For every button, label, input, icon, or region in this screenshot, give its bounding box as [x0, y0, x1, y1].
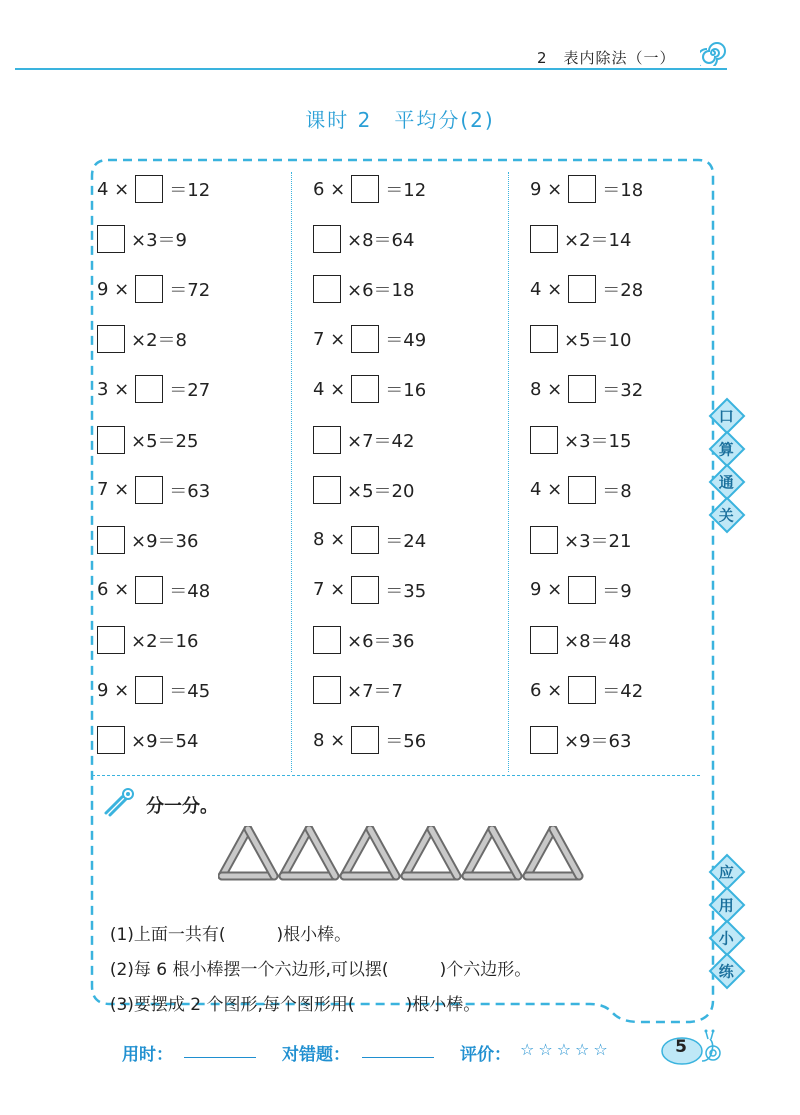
- equation-row: [530, 272, 643, 306]
- equation-row: [313, 473, 414, 507]
- equation-row: [313, 673, 403, 707]
- time-label: 用时：: [122, 1045, 173, 1065]
- stick-triangle: [405, 829, 457, 876]
- answer-box[interactable]: [97, 325, 125, 353]
- equation-rest: ＝18: [602, 180, 644, 201]
- equation-row: [313, 272, 414, 306]
- equation-rest: ＝9: [602, 580, 632, 602]
- answer-box[interactable]: [351, 726, 379, 754]
- equation-row: [97, 673, 210, 707]
- equation-row: [530, 322, 631, 356]
- side-tag-char-text: 算: [719, 440, 735, 459]
- equation-factor: 9 ×: [530, 579, 563, 601]
- answer-box[interactable]: [135, 676, 163, 704]
- equation-factor: 4 ×: [530, 278, 563, 300]
- equation-row: [313, 172, 426, 206]
- answer-box[interactable]: [568, 275, 596, 303]
- answer-box[interactable]: [313, 275, 341, 303]
- equation-rest: ＝48: [169, 580, 211, 602]
- equation-rest: ＝12: [385, 180, 427, 201]
- answer-box[interactable]: [97, 526, 125, 554]
- answer-box[interactable]: [351, 576, 379, 604]
- equation-rest: ×2＝16: [131, 630, 199, 652]
- question-2-before: (2)每 6 根小棒摆一个六边形,可以摆(: [109, 960, 389, 980]
- side-tag-char-text: 练: [719, 962, 735, 981]
- equation-rest: ×6＝18: [347, 280, 415, 302]
- equation-row: [313, 222, 414, 256]
- answer-box[interactable]: [530, 225, 558, 253]
- answer-box[interactable]: [135, 375, 163, 403]
- answer-box[interactable]: [530, 325, 558, 353]
- question-2-after: )个六边形。: [439, 960, 532, 980]
- equation-row: [97, 723, 198, 757]
- answer-box[interactable]: [97, 426, 125, 454]
- side-tag-char: [709, 398, 746, 435]
- stick-triangle: [466, 829, 518, 876]
- equation-factor: 7 ×: [313, 579, 346, 601]
- answer-box[interactable]: [313, 225, 341, 253]
- equation-factor: 3 ×: [97, 378, 130, 400]
- stick-triangles: [218, 826, 588, 886]
- stick-bundle-icon: [102, 787, 138, 819]
- equation-row: [97, 372, 210, 406]
- section-title: 分一分。: [146, 796, 218, 817]
- answer-blank-3[interactable]: [355, 990, 406, 1015]
- equation-factor: 4 ×: [97, 178, 130, 200]
- side-tag-char-text: 应: [719, 863, 735, 882]
- answer-box[interactable]: [530, 426, 558, 454]
- answer-box[interactable]: [97, 225, 125, 253]
- correct-label: 对错题：: [282, 1045, 350, 1065]
- question-3-before: (3)要摆成 2 个图形,每个图形用(: [109, 995, 355, 1015]
- equation-row: [530, 423, 631, 457]
- equation-row: [97, 623, 198, 657]
- equation-rest: ×3＝15: [564, 430, 632, 452]
- equation-row: [530, 723, 631, 757]
- side-tag-oral: [714, 400, 740, 535]
- equation-factor: 8 ×: [313, 729, 346, 751]
- side-tag-char-text: 通: [719, 473, 735, 492]
- equation-row: [313, 523, 426, 557]
- equation-row: [97, 272, 210, 306]
- equation-row: [530, 523, 631, 557]
- side-tag-char-text: 关: [719, 506, 735, 525]
- side-tag-char-text: 小: [719, 929, 735, 948]
- equation-rest: ＝8: [602, 480, 632, 502]
- equation-rest: ＝49: [385, 330, 427, 352]
- equation-factor: 6 ×: [313, 178, 346, 200]
- answer-box[interactable]: [568, 576, 596, 604]
- lesson-title: 课时 2 平均分(2): [305, 108, 495, 132]
- equation-rest: ＝27: [169, 380, 211, 402]
- equation-rest: ＝16: [385, 380, 427, 402]
- equation-rest: ＝63: [169, 480, 211, 502]
- answer-box[interactable]: [530, 526, 558, 554]
- answer-box[interactable]: [568, 375, 596, 403]
- equation-rest: ×3＝21: [564, 530, 632, 552]
- answer-box[interactable]: [135, 275, 163, 303]
- question-1-after: )根小棒。: [276, 925, 352, 945]
- answer-box[interactable]: [135, 576, 163, 604]
- equation-row: [530, 222, 631, 256]
- answer-box[interactable]: [97, 626, 125, 654]
- stick-triangle: [283, 829, 335, 876]
- answer-box[interactable]: [313, 676, 341, 704]
- equation-rest: ×7＝7: [347, 681, 403, 702]
- equation-row: [97, 222, 187, 256]
- answer-box[interactable]: [313, 626, 341, 654]
- answer-box[interactable]: [135, 175, 163, 203]
- equation-rest: ＝32: [602, 380, 644, 402]
- equation-row: [97, 322, 187, 356]
- equation-row: [530, 473, 632, 507]
- equation-rest: ＝24: [385, 530, 427, 552]
- equation-rest: ×8＝64: [347, 230, 415, 252]
- rating-label: 评价：: [460, 1045, 511, 1065]
- equation-row: [530, 573, 632, 607]
- equation-row: [313, 423, 414, 457]
- equation-factor: 9 ×: [530, 178, 563, 200]
- answer-box[interactable]: [568, 476, 596, 504]
- equation-factor: 6 ×: [97, 579, 130, 601]
- column-divider-1: [291, 172, 292, 772]
- equation-row: [530, 172, 643, 206]
- equation-row: [530, 673, 643, 707]
- answer-box[interactable]: [313, 426, 341, 454]
- equation-row: [313, 623, 414, 657]
- side-tag-char: [709, 464, 746, 501]
- answer-box[interactable]: [351, 325, 379, 353]
- equation-row: [97, 423, 198, 457]
- equation-row: [530, 623, 631, 657]
- rating-stars[interactable]: ☆☆☆☆☆: [520, 1040, 612, 1059]
- section-divider: [92, 775, 700, 776]
- equation-rest: ＝56: [385, 731, 427, 753]
- column-divider-2: [508, 172, 509, 772]
- equation-row: [313, 372, 426, 406]
- stick-triangle: [527, 829, 579, 876]
- equation-factor: 8 ×: [313, 529, 346, 551]
- equation-rest: ＝45: [169, 681, 211, 702]
- equation-rest: ×3＝9: [131, 230, 187, 252]
- equation-row: [313, 573, 426, 607]
- equation-rest: ×5＝20: [347, 480, 415, 502]
- equation-row: [97, 172, 210, 206]
- stick-triangle: [344, 829, 396, 876]
- time-blank[interactable]: [184, 1057, 256, 1058]
- equation-row: [97, 573, 210, 607]
- equation-factor: 6 ×: [530, 679, 563, 701]
- question-3-after: )根小棒。: [405, 995, 481, 1015]
- equation-rest: ×8＝48: [564, 630, 632, 652]
- equation-factor: 7 ×: [313, 328, 346, 350]
- answer-box[interactable]: [530, 726, 558, 754]
- equation-rest: ＝72: [169, 280, 211, 302]
- side-tag-char: [709, 887, 746, 924]
- equation-rest: ＝42: [602, 681, 644, 702]
- answer-box[interactable]: [568, 676, 596, 704]
- equation-rest: ×2＝14: [564, 230, 632, 252]
- answer-box[interactable]: [351, 375, 379, 403]
- side-tag-char: [709, 431, 746, 468]
- equation-row: [530, 372, 643, 406]
- equation-row: [313, 322, 426, 356]
- side-tag-apply: [714, 856, 740, 991]
- equation-factor: 8 ×: [530, 378, 563, 400]
- equation-row: [313, 723, 426, 757]
- side-tag-char: [709, 953, 746, 990]
- equation-rest: ＝35: [385, 580, 427, 602]
- correct-blank[interactable]: [362, 1057, 434, 1058]
- equation-rest: ＝28: [602, 280, 644, 302]
- answer-box[interactable]: [568, 175, 596, 203]
- equation-rest: ×9＝63: [564, 731, 632, 753]
- side-tag-char-text: 用: [719, 896, 735, 915]
- equation-rest: ×2＝8: [131, 330, 187, 352]
- equation-factor: 7 ×: [97, 479, 130, 501]
- equation-row: [97, 523, 198, 557]
- side-tag-char: [709, 854, 746, 891]
- stick-triangle: [222, 829, 274, 876]
- equation-factor: 9 ×: [97, 679, 130, 701]
- question-1-before: (1)上面一共有(: [109, 925, 226, 945]
- equation-rest: ×5＝10: [564, 330, 632, 352]
- answer-box[interactable]: [313, 476, 341, 504]
- side-tag-char: [709, 497, 746, 534]
- answer-box[interactable]: [97, 726, 125, 754]
- equation-rest: ×9＝36: [131, 530, 199, 552]
- chapter-header: 2 表内除法（一）: [537, 49, 676, 67]
- equation-rest: ×5＝25: [131, 430, 199, 452]
- equation-rest: ×7＝42: [347, 430, 415, 452]
- answer-box[interactable]: [530, 626, 558, 654]
- equation-rest: ×6＝36: [347, 630, 415, 652]
- answer-box[interactable]: [351, 526, 379, 554]
- equation-rest: ×9＝54: [131, 731, 199, 753]
- equation-factor: 4 ×: [530, 479, 563, 501]
- side-tag-char: [709, 920, 746, 957]
- question-3: [99, 970, 480, 1015]
- side-tag-char-text: 口: [719, 407, 735, 426]
- answer-box[interactable]: [351, 175, 379, 203]
- equation-rest: ＝12: [169, 180, 211, 201]
- equation-factor: 9 ×: [97, 278, 130, 300]
- equation-factor: 4 ×: [313, 378, 346, 400]
- equation-row: [97, 473, 210, 507]
- page-number: 5: [675, 1037, 687, 1057]
- answer-box[interactable]: [135, 476, 163, 504]
